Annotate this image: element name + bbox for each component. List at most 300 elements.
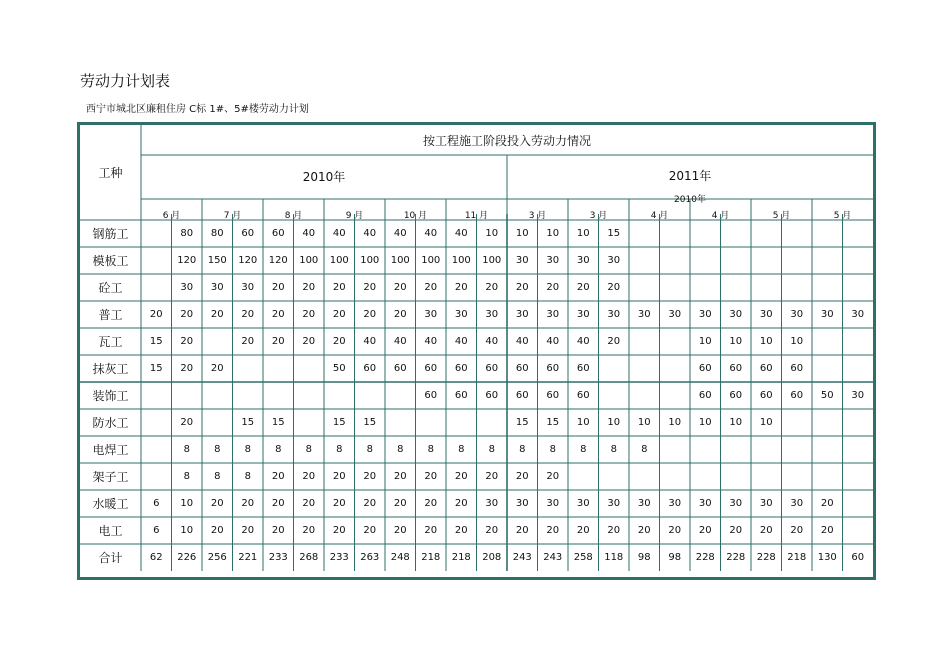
data-cell: 40 xyxy=(332,228,346,239)
data-cell: 60 xyxy=(515,390,529,401)
data-cell: 20 xyxy=(820,525,834,536)
data-cell: 20 xyxy=(210,363,224,374)
data-cell: 6 xyxy=(153,498,160,509)
data-cell: 30 xyxy=(576,255,590,266)
data-cell: 20 xyxy=(180,309,194,320)
data-cell: 10 xyxy=(576,417,590,428)
data-cell: 20 xyxy=(271,309,285,320)
row-label: 电工 xyxy=(98,524,123,538)
row-label: 钢筋工 xyxy=(92,227,129,241)
data-cell xyxy=(751,463,782,490)
data-cell: 20 xyxy=(729,525,743,536)
row-label: 装饰工 xyxy=(92,389,129,403)
data-cell: 30 xyxy=(698,309,712,320)
data-cell: 30 xyxy=(515,498,529,509)
data-cell: 20 xyxy=(454,471,468,482)
data-cell: 60 xyxy=(424,363,438,374)
data-cell xyxy=(843,517,874,544)
data-cell: 30 xyxy=(851,390,865,401)
data-cell: 10 xyxy=(729,417,743,428)
data-cell: 20 xyxy=(302,525,316,536)
data-cell: 8 xyxy=(610,444,617,455)
data-cell: 150 xyxy=(207,255,227,266)
data-cell xyxy=(416,409,447,436)
data-cell: 60 xyxy=(790,363,804,374)
data-cell: 80 xyxy=(180,228,194,239)
data-cell xyxy=(782,409,813,436)
data-cell: 228 xyxy=(726,552,746,563)
data-cell: 30 xyxy=(546,309,560,320)
data-cell: 30 xyxy=(546,255,560,266)
table-header-main: 按工程施工阶段投入劳动力情况 xyxy=(422,133,591,148)
data-cell: 60 xyxy=(393,363,407,374)
data-cell: 20 xyxy=(241,309,255,320)
data-cell: 20 xyxy=(607,525,621,536)
month-label: 8 月 xyxy=(284,210,303,221)
data-cell xyxy=(690,274,721,301)
data-cell: 30 xyxy=(485,498,499,509)
data-cell xyxy=(629,328,660,355)
document-subtitle: 西宁市城北区廉租住房 C标 1#、5#楼劳动力计划 xyxy=(86,104,309,115)
data-cell: 118 xyxy=(604,552,624,563)
month-label: 5 月 xyxy=(772,210,791,221)
data-cell: 20 xyxy=(576,282,590,293)
data-cell: 20 xyxy=(424,525,438,536)
data-cell xyxy=(355,382,386,409)
data-cell: 30 xyxy=(668,498,682,509)
data-cell xyxy=(660,382,691,409)
data-cell: 20 xyxy=(485,471,499,482)
data-cell xyxy=(690,220,721,247)
data-cell: 20 xyxy=(454,525,468,536)
data-cell xyxy=(141,220,172,247)
data-cell: 40 xyxy=(424,336,438,347)
data-cell: 20 xyxy=(180,363,194,374)
data-cell xyxy=(660,328,691,355)
row-label: 抹灰工 xyxy=(92,362,129,376)
data-cell xyxy=(568,463,599,490)
data-cell: 8 xyxy=(519,444,526,455)
data-cell xyxy=(660,220,691,247)
data-cell xyxy=(751,247,782,274)
data-cell: 20 xyxy=(454,498,468,509)
data-cell: 20 xyxy=(637,525,651,536)
data-cell xyxy=(141,247,172,274)
data-cell: 10 xyxy=(576,228,590,239)
data-cell: 20 xyxy=(302,498,316,509)
data-cell: 8 xyxy=(183,444,190,455)
data-cell: 60 xyxy=(729,363,743,374)
data-cell: 8 xyxy=(458,444,465,455)
data-cell: 20 xyxy=(210,309,224,320)
data-cell: 20 xyxy=(363,498,377,509)
data-cell: 30 xyxy=(576,498,590,509)
data-cell: 30 xyxy=(576,309,590,320)
data-cell: 10 xyxy=(698,417,712,428)
data-cell: 15 xyxy=(149,336,163,347)
data-cell xyxy=(385,382,416,409)
data-cell: 100 xyxy=(390,255,410,266)
data-cell: 60 xyxy=(851,552,865,563)
data-cell: 20 xyxy=(332,498,346,509)
data-cell: 258 xyxy=(573,552,593,563)
data-cell: 20 xyxy=(576,525,590,536)
data-cell: 30 xyxy=(759,498,773,509)
data-cell: 218 xyxy=(451,552,471,563)
data-cell: 40 xyxy=(363,336,377,347)
data-cell: 10 xyxy=(698,336,712,347)
data-cell xyxy=(263,355,294,382)
data-cell: 120 xyxy=(177,255,197,266)
data-cell xyxy=(843,328,874,355)
data-cell: 20 xyxy=(515,525,529,536)
year-2010-header: 2010年 xyxy=(302,169,346,184)
data-cell: 100 xyxy=(299,255,319,266)
data-cell xyxy=(782,247,813,274)
data-cell: 20 xyxy=(271,498,285,509)
data-cell: 20 xyxy=(454,282,468,293)
data-cell: 60 xyxy=(363,363,377,374)
data-cell: 8 xyxy=(427,444,434,455)
data-cell: 218 xyxy=(787,552,807,563)
data-cell: 10 xyxy=(546,228,560,239)
data-cell: 20 xyxy=(424,471,438,482)
data-cell: 60 xyxy=(576,363,590,374)
data-cell: 20 xyxy=(759,525,773,536)
data-cell: 30 xyxy=(607,498,621,509)
data-cell xyxy=(690,247,721,274)
data-cell: 8 xyxy=(488,444,495,455)
data-cell xyxy=(843,274,874,301)
data-cell: 60 xyxy=(454,390,468,401)
data-cell xyxy=(782,463,813,490)
data-cell: 256 xyxy=(207,552,227,563)
data-cell: 40 xyxy=(454,228,468,239)
data-cell: 100 xyxy=(451,255,471,266)
data-cell: 30 xyxy=(180,282,194,293)
data-cell xyxy=(629,220,660,247)
data-cell: 8 xyxy=(641,444,648,455)
data-cell: 8 xyxy=(214,444,221,455)
data-cell: 60 xyxy=(546,390,560,401)
data-cell: 60 xyxy=(759,363,773,374)
data-cell: 20 xyxy=(271,336,285,347)
data-cell xyxy=(843,247,874,274)
data-cell: 60 xyxy=(241,228,255,239)
row-label: 水暖工 xyxy=(92,497,129,511)
data-cell: 10 xyxy=(759,336,773,347)
data-cell: 30 xyxy=(485,309,499,320)
data-cell: 98 xyxy=(668,552,682,563)
data-cell: 20 xyxy=(302,282,316,293)
data-cell xyxy=(599,463,630,490)
data-cell xyxy=(721,247,752,274)
data-cell: 40 xyxy=(576,336,590,347)
data-cell xyxy=(690,463,721,490)
data-cell: 10 xyxy=(607,417,621,428)
data-cell xyxy=(629,463,660,490)
data-cell: 60 xyxy=(729,390,743,401)
month-label: 3 月 xyxy=(589,210,608,221)
data-cell: 20 xyxy=(241,525,255,536)
row-label: 瓦工 xyxy=(98,335,123,349)
data-cell: 20 xyxy=(332,471,346,482)
data-cell: 60 xyxy=(515,363,529,374)
data-cell xyxy=(324,382,355,409)
data-cell xyxy=(141,409,172,436)
data-cell: 8 xyxy=(244,471,251,482)
data-cell xyxy=(721,220,752,247)
data-cell: 20 xyxy=(393,498,407,509)
data-cell: 10 xyxy=(759,417,773,428)
data-cell: 30 xyxy=(729,309,743,320)
data-cell xyxy=(721,274,752,301)
data-cell xyxy=(202,382,233,409)
data-cell: 20 xyxy=(485,525,499,536)
data-cell: 208 xyxy=(482,552,502,563)
data-cell: 263 xyxy=(360,552,380,563)
data-cell: 8 xyxy=(244,444,251,455)
data-cell: 50 xyxy=(332,363,346,374)
data-cell xyxy=(446,409,477,436)
data-cell: 20 xyxy=(515,282,529,293)
data-cell: 10 xyxy=(180,525,194,536)
data-cell xyxy=(629,274,660,301)
data-cell: 30 xyxy=(607,309,621,320)
data-cell xyxy=(812,274,843,301)
data-cell: 10 xyxy=(180,498,194,509)
data-cell: 221 xyxy=(238,552,258,563)
data-cell: 30 xyxy=(851,309,865,320)
data-cell: 60 xyxy=(485,363,499,374)
data-cell xyxy=(812,436,843,463)
data-cell xyxy=(782,436,813,463)
data-cell: 40 xyxy=(393,336,407,347)
data-cell: 10 xyxy=(515,228,529,239)
data-cell xyxy=(629,355,660,382)
row-label: 电焊工 xyxy=(92,443,129,457)
data-cell: 30 xyxy=(241,282,255,293)
data-cell: 268 xyxy=(299,552,319,563)
data-cell xyxy=(202,328,233,355)
data-cell: 60 xyxy=(698,363,712,374)
data-cell: 20 xyxy=(210,525,224,536)
data-cell: 20 xyxy=(302,471,316,482)
data-cell: 20 xyxy=(393,525,407,536)
data-cell: 20 xyxy=(820,498,834,509)
data-cell: 15 xyxy=(241,417,255,428)
data-cell: 20 xyxy=(546,282,560,293)
data-cell: 40 xyxy=(302,228,316,239)
data-cell xyxy=(812,328,843,355)
data-cell: 50 xyxy=(820,390,834,401)
data-cell xyxy=(690,436,721,463)
data-cell: 20 xyxy=(546,525,560,536)
data-cell: 20 xyxy=(332,309,346,320)
data-cell xyxy=(477,409,508,436)
data-cell xyxy=(660,247,691,274)
data-cell: 30 xyxy=(729,498,743,509)
row-label: 砼工 xyxy=(98,281,123,295)
data-cell xyxy=(660,463,691,490)
data-cell: 80 xyxy=(210,228,224,239)
data-cell: 15 xyxy=(271,417,285,428)
data-cell xyxy=(843,409,874,436)
data-cell: 60 xyxy=(485,390,499,401)
data-cell xyxy=(233,355,264,382)
data-cell: 228 xyxy=(756,552,776,563)
data-cell xyxy=(629,382,660,409)
month-label: 9 月 xyxy=(345,210,364,221)
data-cell xyxy=(721,463,752,490)
data-cell: 20 xyxy=(332,336,346,347)
data-cell: 20 xyxy=(607,282,621,293)
data-cell: 130 xyxy=(817,552,837,563)
data-cell: 100 xyxy=(360,255,380,266)
data-cell: 98 xyxy=(637,552,651,563)
data-cell: 100 xyxy=(329,255,349,266)
data-cell xyxy=(294,382,325,409)
data-cell: 8 xyxy=(549,444,556,455)
data-cell: 30 xyxy=(698,498,712,509)
row-label: 架子工 xyxy=(92,470,129,484)
data-cell: 248 xyxy=(390,552,410,563)
month-label: 11 月 xyxy=(464,210,489,221)
data-cell: 20 xyxy=(363,309,377,320)
data-cell: 20 xyxy=(363,282,377,293)
data-cell xyxy=(294,409,325,436)
data-cell: 30 xyxy=(759,309,773,320)
data-cell xyxy=(263,382,294,409)
data-cell: 20 xyxy=(271,525,285,536)
month-label: 4 月 xyxy=(711,210,730,221)
data-cell xyxy=(599,382,630,409)
data-cell: 20 xyxy=(180,417,194,428)
data-cell: 20 xyxy=(393,471,407,482)
month-label: 10 月 xyxy=(403,210,428,221)
data-cell xyxy=(843,463,874,490)
data-cell: 8 xyxy=(214,471,221,482)
trade-column-header: 工种 xyxy=(98,166,123,180)
data-cell: 60 xyxy=(576,390,590,401)
data-cell: 30 xyxy=(820,309,834,320)
data-cell: 40 xyxy=(454,336,468,347)
data-cell: 20 xyxy=(790,525,804,536)
data-cell: 243 xyxy=(512,552,532,563)
data-cell xyxy=(843,490,874,517)
data-cell: 20 xyxy=(698,525,712,536)
data-cell: 40 xyxy=(485,336,499,347)
data-cell xyxy=(751,436,782,463)
data-cell: 60 xyxy=(546,363,560,374)
data-cell: 15 xyxy=(149,363,163,374)
data-cell: 226 xyxy=(177,552,197,563)
labor-plan-table xyxy=(77,122,876,580)
data-cell: 15 xyxy=(546,417,560,428)
data-cell xyxy=(843,220,874,247)
data-cell: 8 xyxy=(336,444,343,455)
data-cell: 15 xyxy=(363,417,377,428)
month-label: 7 月 xyxy=(223,210,242,221)
month-label: 5 月 xyxy=(833,210,852,221)
data-cell: 243 xyxy=(543,552,563,563)
data-cell: 20 xyxy=(485,282,499,293)
data-cell xyxy=(782,220,813,247)
data-cell: 15 xyxy=(607,228,621,239)
data-cell: 8 xyxy=(366,444,373,455)
data-cell: 20 xyxy=(424,282,438,293)
data-cell: 100 xyxy=(482,255,502,266)
data-cell: 20 xyxy=(363,471,377,482)
data-cell: 20 xyxy=(668,525,682,536)
data-cell: 10 xyxy=(729,336,743,347)
document-title: 劳动力计划表 xyxy=(80,72,171,90)
data-cell: 60 xyxy=(454,363,468,374)
data-cell: 8 xyxy=(305,444,312,455)
data-cell: 20 xyxy=(271,471,285,482)
data-cell: 20 xyxy=(180,336,194,347)
data-cell: 8 xyxy=(397,444,404,455)
data-cell: 60 xyxy=(759,390,773,401)
data-cell: 233 xyxy=(268,552,288,563)
data-cell: 20 xyxy=(607,336,621,347)
data-cell xyxy=(660,355,691,382)
data-cell xyxy=(660,274,691,301)
data-cell xyxy=(202,409,233,436)
data-cell xyxy=(843,436,874,463)
data-cell: 20 xyxy=(271,282,285,293)
month-label: 6 月 xyxy=(162,210,181,221)
data-cell: 60 xyxy=(790,390,804,401)
month-label: 3 月 xyxy=(528,210,547,221)
data-cell: 20 xyxy=(149,309,163,320)
data-cell: 120 xyxy=(238,255,258,266)
data-cell: 8 xyxy=(183,471,190,482)
data-cell: 60 xyxy=(424,390,438,401)
data-cell: 15 xyxy=(515,417,529,428)
data-cell xyxy=(660,436,691,463)
data-cell xyxy=(172,382,203,409)
data-cell: 15 xyxy=(332,417,346,428)
data-cell: 218 xyxy=(421,552,441,563)
data-cell: 8 xyxy=(275,444,282,455)
data-cell xyxy=(812,409,843,436)
data-cell: 40 xyxy=(424,228,438,239)
row-label: 合计 xyxy=(98,551,123,565)
data-cell: 20 xyxy=(546,471,560,482)
month-label: 4 月 xyxy=(650,210,669,221)
data-cell: 30 xyxy=(424,309,438,320)
data-cell xyxy=(812,355,843,382)
data-cell: 20 xyxy=(393,309,407,320)
data-cell: 8 xyxy=(580,444,587,455)
data-cell: 40 xyxy=(393,228,407,239)
data-cell: 30 xyxy=(637,309,651,320)
data-cell: 60 xyxy=(271,228,285,239)
row-label: 普工 xyxy=(98,308,123,322)
data-cell: 10 xyxy=(637,417,651,428)
data-cell: 20 xyxy=(363,525,377,536)
data-cell xyxy=(141,382,172,409)
data-cell: 60 xyxy=(698,390,712,401)
data-cell xyxy=(812,247,843,274)
data-cell xyxy=(385,409,416,436)
data-cell: 20 xyxy=(424,498,438,509)
data-cell: 10 xyxy=(790,336,804,347)
data-cell: 20 xyxy=(302,336,316,347)
data-cell: 30 xyxy=(515,309,529,320)
data-cell: 20 xyxy=(515,471,529,482)
